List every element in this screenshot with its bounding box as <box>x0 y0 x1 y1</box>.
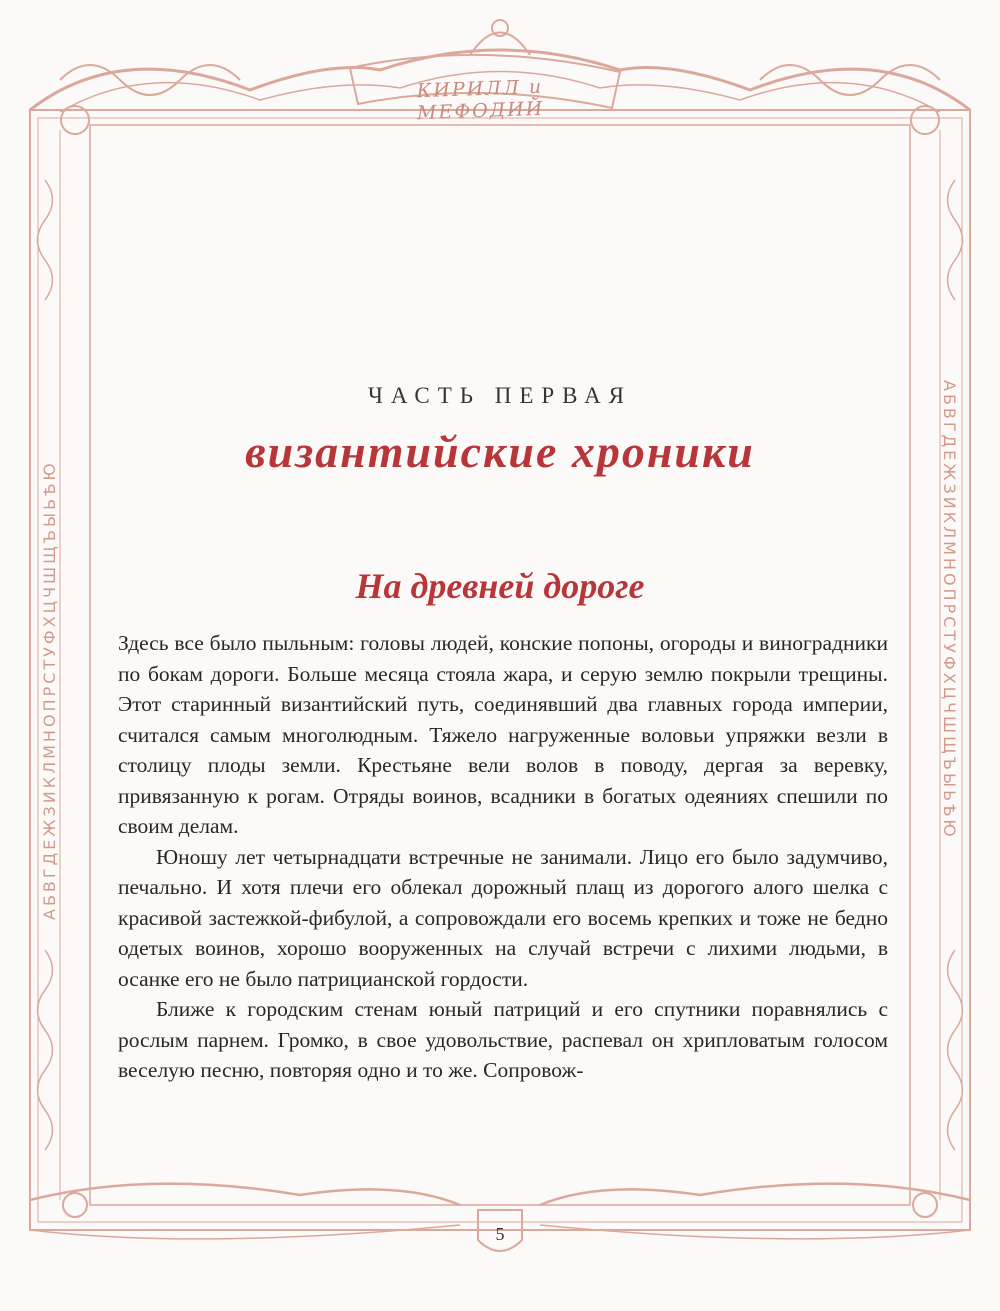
page-number: 5 <box>495 1224 505 1244</box>
paragraph: Юношу лет четырнадцати встречные не занимали. Лицо его было задумчиво, печально. И хотя плечи его облекал дорожный плащ из дорогого алого шелка с красивой застежкой-фибулой, а сопровождали его восемь крепких и тоже не бедно одетых воинов, хорошо вооруженных на случай встречи с лихими людьми, в осанке его не было патрицианской гордости. <box>118 844 888 991</box>
chapter-title: На древней дороге <box>355 566 645 606</box>
part-title: византийские хроники <box>245 426 755 477</box>
body-text <box>118 628 888 1086</box>
paragraph: Ближе к городским стенам юный патриций и его спутники поравнялись с рослым парнем. Громко, в свое удовольствие, распевал он хрипловатым голосом веселую песню, повторяя одно и то же. Сопровож- <box>118 997 888 1082</box>
part-label: ЧАСТЬ ПЕРВАЯ <box>367 383 633 408</box>
left-margin-alphabet: АБВГДЕЖЗИКЛМНОПРСТУФХЦЧШЩЪЫЬѢЮ <box>40 460 59 920</box>
right-margin-alphabet: АБВГДЕЖЗИКЛМНОПРСТУФХЦЧШЩЪЫЬѢЮ <box>940 380 959 840</box>
running-title: КИРИЛЛ и МЕФОДИЙ <box>416 75 545 125</box>
paragraph: Здесь все было пыльным: головы людей, конские попоны, огороды и виноградники по бокам дороги. Больше месяца стояла жара, и серую землю покрыли трещины. Этот старинный византийский путь, соединявший два главных города империи, считался самым многолюдным. Тяжело нагруженные воловьи упряжки везли в столицу плоды земли. Крестьяне вели волов в поводу, дергая за веревку, привязанную к рогам. Отряды воинов, всадники в богатых одеяниях спешили по своим делам. <box>118 631 888 838</box>
